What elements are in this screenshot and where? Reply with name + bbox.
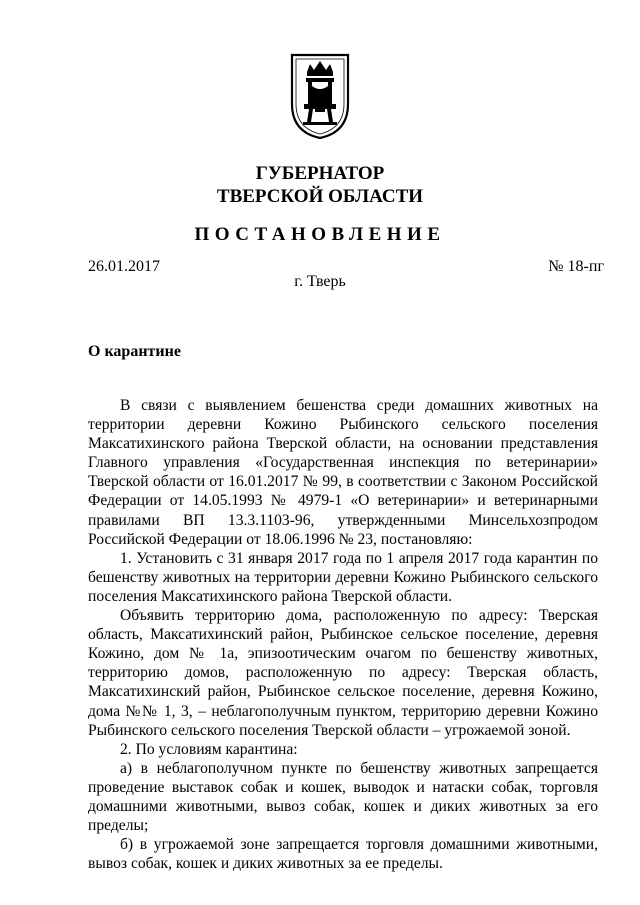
region-title: ТВЕРСКОЙ ОБЛАСТИ [216,186,424,207]
coat-of-arms-emblem [289,52,351,140]
body-paragraph-1: В связи с выявлением бешенства среди домашних животных на территории деревни Кожино Рыбинского сельского поселения Максатихинского района Тверской области, на основании представления Главного управления «Государственная инспекция по ветеринарии» Тверской области от 16.01.2017 № 99, в соответствии с Законом Российской Федерации от 14.05.1993 № 4979-1 «О ветеринарии» и ветеринарными правилами ВП 13.3.1103-96, утвержденными Минсельхозпродом Российской Федерации от 18.06.1996 № 23, постановляю: [88,397,598,548]
body-paragraph-6: б) в угрожаемой зоне запрещается торговля домашними животными, вывоз собак, кошек и диких животных за ее пределы. [88,836,598,873]
document-date: 26.01.2017 [88,258,160,275]
document-subject: О карантине [88,343,181,360]
document-type-heading: ПОСТАНОВЛЕНИЕ [194,224,446,245]
body-paragraph-4: 2. По условиям карантина: [120,740,298,758]
document-number: № 18-пг [548,258,604,275]
body-paragraph-5: а) в неблагополучном пункте по бешенству животных запрещается проведение выставок собак и кошек, выводок и натаски собак, торговля домашними животными, вывоз собак, кошек и диких животных за его пределы; [88,759,598,835]
body-paragraph-2: 1. Установить с 31 января 2017 года по 1 апреля 2017 года карантин по бешенству животных на территории деревни Кожино Рыбинского сельского поселения Максатихинского района Тверской области. [88,549,598,605]
document-body [88,396,598,873]
governor-title: ГУБЕРНАТОР [255,163,385,184]
document-city: г. Тверь [294,273,346,290]
body-paragraph-3: Объявить территорию дома, расположенную по адресу: Тверская область, Максатихинский район, Рыбинское сельское поселение, деревня Кожино, дом № 1а, эпизоотическим очагом по бешенству животных, территорию домов, расположенную по адресу: Тверская область, Максатихинский район, Рыбинское сельское поселение, деревня Кожино, дома №№ 1, 3, – неблагополучным пунктом, территорию деревни Кожино Рыбинского сельского поселения Тверской области – угрожаемой зоной. [88,607,598,739]
